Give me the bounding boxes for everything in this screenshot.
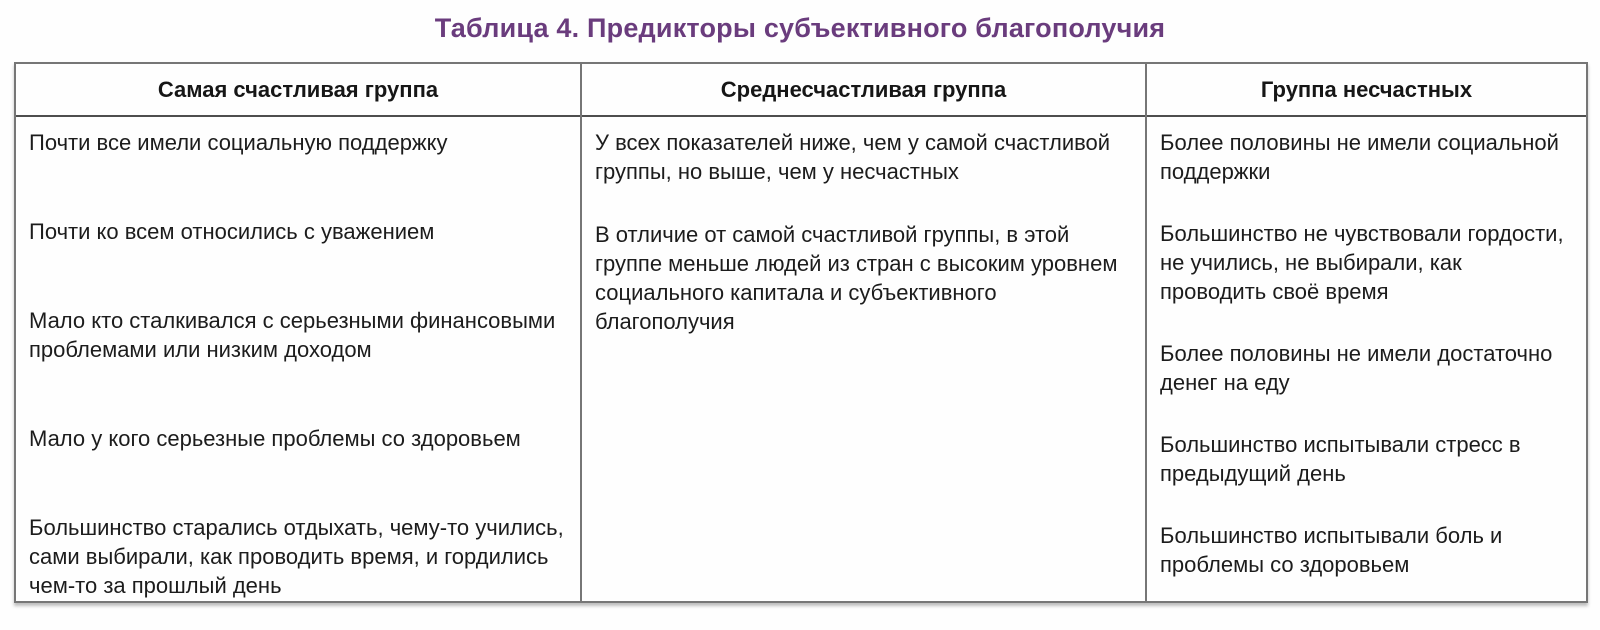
page-title: Таблица 4. Предикторы субъективного благополучия [434, 13, 1166, 43]
cell-paragraph: Большинство не чувствовали гордости, не учились, не выбирали, как проводить своё время [1160, 221, 1564, 305]
cell-paragraph: Почти все имели социальную поддержку [29, 130, 448, 155]
column-header-happiest: Самая счастливая группа [16, 64, 580, 117]
cell-paragraph: В отличие от самой счастливой группы, в этой группе меньше людей из стран с высоким уровнем социального капитала и субъективного благополучия [595, 222, 1118, 335]
column-happiest-group [16, 64, 580, 601]
predictors-table [14, 62, 1588, 603]
cell-paragraph: Мало кто сталкивался с серьезными финансовыми проблемами или низким доходом [29, 308, 556, 363]
cell-paragraph: Большинство испытывали стресс в предыдущий день [1160, 432, 1521, 487]
cell-paragraph: Более половины не имели достаточно денег на еду [1160, 341, 1553, 396]
column-unhappy-group [1145, 64, 1586, 601]
column-header-unhappy: Группа несчастных [1147, 64, 1586, 117]
cell-paragraph: Большинство старались отдыхать, чему-то учились, сами выбирали, как проводить время, и гордились чем-то за прошлый день [29, 515, 564, 599]
cell-paragraph: Мало у кого серьезные проблемы со здоровьем [29, 426, 521, 452]
column-medium-group [580, 64, 1145, 601]
cell-paragraph: Большинство испытывали боль и проблемы со здоровьем [1160, 523, 1503, 578]
cell-paragraph: Почти ко всем относились с уважением [29, 219, 435, 245]
cell-paragraph: Более половины не имели социальной поддержки [1160, 130, 1559, 185]
column-cell-unhappy [1147, 117, 1586, 601]
cell-paragraph: У всех показателей ниже, чем у самой счастливой группы, но выше, чем у несчастных [595, 130, 1111, 185]
column-cell-happiest [16, 117, 580, 601]
column-header-medium: Среднесчастливая группа [582, 64, 1145, 117]
column-cell-medium [582, 117, 1145, 601]
